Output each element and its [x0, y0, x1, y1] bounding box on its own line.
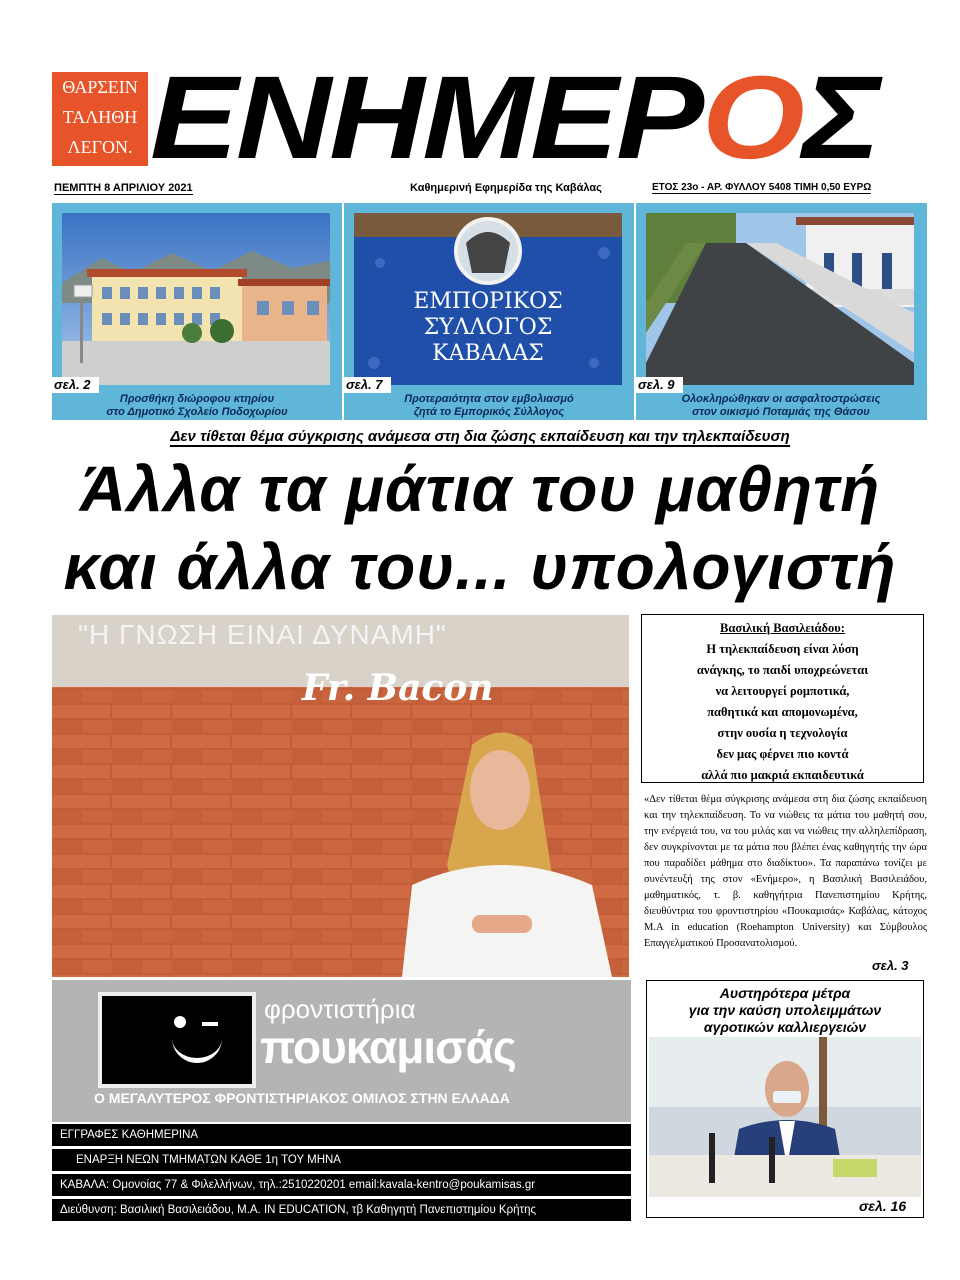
sign-line: ΚΑΒΑΛΑΣ — [432, 341, 544, 366]
ad-row: ΕΝΑΡΞΗ ΝΕΩΝ ΤΜΗΜΑΤΩΝ ΚΑΘΕ 1η ΤΟΥ ΜΗΝΑ — [52, 1149, 631, 1171]
lead-headline[interactable] — [0, 450, 960, 606]
quote-line: στην ουσία η τεχνολογία — [717, 726, 848, 740]
side-title-line: για την καύση υπολειμμάτων — [688, 1002, 882, 1018]
side-title-line: αγροτικών καλλιεργειών — [703, 1019, 867, 1035]
wall-quote: "Η ΓΝΩΣΗ ΕΙΝΑΙ ΔΥΝΑΜΗ" — [78, 619, 447, 650]
road-photo — [646, 213, 914, 385]
issue-date: ΠΕΜΠΤΗ 8 ΑΠΡΙΛΙΟΥ 2021 — [54, 182, 193, 194]
headline-line: Άλλα τα μάτια του μαθητή — [79, 453, 881, 525]
newspaper-logo — [150, 52, 960, 184]
lead-kicker — [0, 428, 960, 445]
tutoring-ad[interactable] — [52, 980, 631, 1122]
wall-signature: Fr. Bacon — [302, 667, 494, 709]
motto-line: ΘΑΡΣΕΙΝ — [62, 77, 138, 97]
story-caption — [636, 393, 926, 419]
caption-line: Προσθήκη διώροφου κτηρίου — [119, 393, 275, 405]
lead-photo — [52, 615, 629, 977]
page-ref: σελ. 16 — [856, 1198, 909, 1214]
caption-line: Προτεραιότητα στον εμβολιασμό — [404, 393, 574, 405]
caption-line: στον οικισμό Ποταμιάς της Θάσου — [692, 406, 870, 418]
page-ref: σελ. 2 — [52, 377, 99, 393]
story-tile-roads[interactable] — [636, 211, 927, 419]
masthead-motto — [52, 72, 148, 166]
ad-row: Διεύθυνση: Βασιλική Βασιλειάδου, Μ.Α. IN EDUCATION, τβ Καθηγητή Πανεπιστημίου Κρήτης — [52, 1199, 631, 1221]
side-story-burning[interactable] — [646, 980, 924, 1218]
motto-line: ΛΕΓΟΝ. — [67, 137, 133, 157]
quote-line: Η τηλεκπαίδευση είναι λύση — [706, 642, 859, 656]
story-tile-merchants[interactable] — [344, 211, 634, 419]
sign-line: ΕΜΠΟΡΙΚΟΣ — [413, 289, 563, 314]
caption-line: στο Δημοτικό Σχολείο Ποδοχωρίου — [106, 406, 288, 418]
ad-brand-top: φροντιστήρια — [264, 994, 416, 1024]
page-ref: σελ. 7 — [344, 377, 391, 393]
quote-line: δεν μας φέρνει πιο κοντά — [716, 747, 849, 761]
merchants-sign-photo — [354, 213, 622, 385]
story-caption — [52, 393, 342, 419]
school-photo — [62, 213, 330, 385]
ad-slogan: Ο ΜΕΓΑΛΥΤΕΡΟΣ ΦΡΟΝΤΙΣΤΗΡΙΑΚΟΣ ΟΜΙΛΟΣ ΣΤΗΝ ΕΛΛΑΔΑ — [94, 1090, 510, 1106]
quote-line: να λειτουργεί ρομποτικά, — [715, 684, 850, 698]
page-ref: σελ. 9 — [636, 377, 683, 393]
story-caption — [344, 393, 634, 419]
logo-accent-letter: Ο — [701, 52, 803, 184]
ad-row: ΚΑΒΑΛΑ: Ομονοίας 77 & Φιλελλήνων, τηλ.:2510220201 email:kavala-kentro@poukamisas.gr — [52, 1174, 631, 1196]
caption-line: Ολοκληρώθηκαν οι ασφαλτοστρώσεις — [681, 393, 881, 405]
press-conference-photo — [649, 1037, 921, 1199]
lead-body-text: «Δεν τίθεται θέμα σύγκρισης ανάμεσα στη δια ζώσης εκπαίδευση και την τηλεκπαίδευση. Το να νιώθεις τα μάτια του μαθητή σου, την ενέργειά του, να του μιλάς και να νιώθεις την αλληλεπίδραση, δεν συγκρίνονται με τα μάτια που βλέπει ένας καθηγητής την ώρα που παραδίδει μάθημα στο διαδίκτυο». Τα παραπάνω τονίζει με συνέντευξή της στον «Ενήμερο», η Βασιλική Βασιλειάδου, μαθηματικός, τ. β. καθηγήτρια Πανεπιστημίου Κρήτης, διευθύντρια του φροντιστηρίου «Πουκαμισάς» Καβάλας, κάτοχος M.A in education (Roehampton University) και Σύμβουλος Επαγγελματικού Προσανατολισμού. — [644, 794, 927, 949]
quote-line: παθητικά και απομονωμένα, — [707, 705, 858, 719]
motto-line: ΤΑΛΗΘΗ — [62, 107, 138, 127]
pull-quote — [641, 614, 924, 783]
ad-brand-name: πουκαμισάς — [260, 1021, 516, 1073]
tagline: Καθημερινή Εφημερίδα της Καβάλας — [410, 182, 602, 194]
quote-line: αλλά πιο μακριά εκπαιδευτικά — [701, 768, 864, 782]
logo-text-end: Σ — [802, 52, 879, 184]
issue-number: ΕΤΟΣ 23ο - ΑΡ. ΦΥΛΛΟΥ 5408 ΤΙΜΗ 0,50 ΕΥΡΩ — [652, 182, 872, 193]
side-title — [647, 985, 923, 1036]
side-title-line: Αυστηρότερα μέτρα — [719, 985, 851, 1001]
top-stories-strip — [52, 203, 927, 420]
logo-text: ΕΝΗΜΕΡ — [150, 52, 702, 184]
quote-line: ανάγκης, το παιδί υποχρεώνεται — [696, 663, 869, 677]
quote-author: Βασιλική Βασιλειάδου: — [720, 621, 845, 635]
headline-line: και άλλα του... υπολογιστή — [63, 531, 897, 603]
caption-line: ζητά το Εμπορικός Σύλλογος — [413, 406, 565, 418]
kicker-text: Δεν τίθεται θέμα σύγκρισης ανάμεσα στη δια ζώσης εκπαίδευση και την τηλεκπαίδευση — [170, 428, 790, 445]
story-tile-school[interactable] — [52, 211, 342, 419]
sign-line: ΣΥΛΛΟΓΟΣ — [423, 315, 553, 340]
ad-row: ΕΓΓΡΑΦΕΣ ΚΑΘΗΜΕΡΙΝΑ — [52, 1124, 631, 1146]
ad-info-rows — [52, 1124, 631, 1224]
page-ref: σελ. 3 — [872, 958, 909, 973]
wink-logo-icon — [98, 992, 256, 1088]
